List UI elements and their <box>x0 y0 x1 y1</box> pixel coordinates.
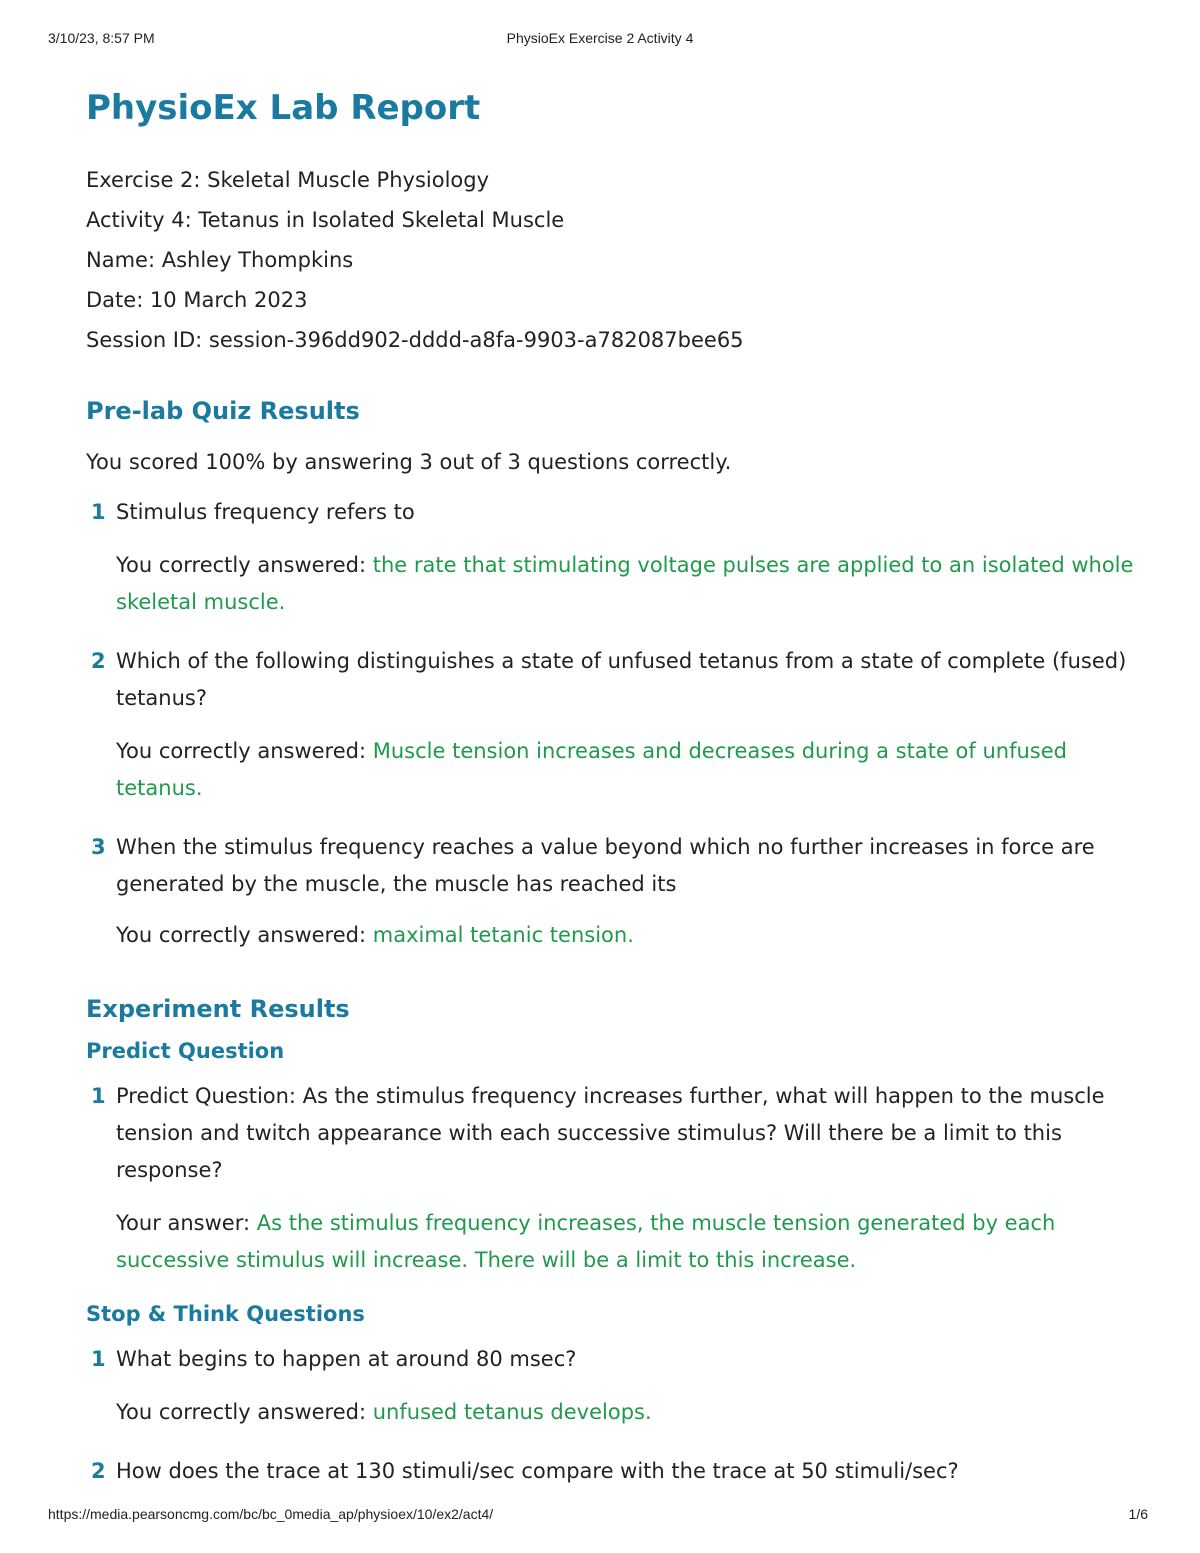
report-date: Date: 10 March 2023 <box>86 288 308 312</box>
prelab-question <box>86 494 1146 621</box>
question-text: What begins to happen at around 80 msec? <box>116 1347 577 1371</box>
predict-question <box>86 1078 1146 1279</box>
question-number: 1 <box>91 500 106 524</box>
answer-label: You correctly answered: <box>116 923 367 947</box>
answer-value: maximal tetanic tension. <box>372 923 634 947</box>
print-header <box>0 30 1200 50</box>
question-text: How does the trace at 130 stimuli/sec compare with the trace at 50 stimuli/sec? <box>116 1459 959 1483</box>
question-number: 2 <box>91 649 106 673</box>
question-number: 1 <box>91 1084 106 1108</box>
lab-report <box>86 84 1146 1490</box>
question-text: Stimulus frequency refers to <box>116 500 415 524</box>
student-name: Name: Ashley Thompkins <box>86 248 354 272</box>
question-text: Which of the following distinguishes a state of unfused tetanus from a state of complete (fused) tetanus? <box>116 649 1127 710</box>
session-id: Session ID: session-396dd902-dddd-a8fa-9903-a782087bee65 <box>86 328 744 352</box>
prelab-score: You scored 100% by answering 3 out of 3 questions correctly. <box>86 450 732 474</box>
print-datetime: 3/10/23, 8:57 PM <box>48 30 155 46</box>
exercise-line: Exercise 2: Skeletal Muscle Physiology <box>86 168 490 192</box>
print-footer <box>0 1506 1200 1526</box>
predict-heading: Predict Question <box>86 1039 285 1063</box>
question-number: 2 <box>91 1459 106 1483</box>
stop-think-question <box>86 1341 1146 1431</box>
question-answer <box>116 547 1146 621</box>
question-answer <box>116 733 1146 807</box>
stop-think-heading: Stop & Think Questions <box>86 1302 365 1326</box>
activity-line: Activity 4: Tetanus in Isolated Skeletal Muscle <box>86 208 565 232</box>
page-number: 1/6 <box>1128 1506 1148 1522</box>
answer-label: Your answer: <box>116 1211 251 1235</box>
question-text: When the stimulus frequency reaches a value beyond which no further increases in force are generated by the muscle, the muscle has reached its <box>116 835 1095 896</box>
question-answer <box>116 1394 1146 1431</box>
page-url: https://media.pearsoncmg.com/bc/bc_0media_ap/physioex/10/ex2/act4/ <box>48 1506 494 1522</box>
question-answer <box>116 917 1146 954</box>
answer-value: the rate that stimulating voltage pulses are applied to an isolated whole skeletal muscle. <box>116 553 1134 614</box>
question-answer <box>116 1205 1146 1279</box>
answer-label: You correctly answered: <box>116 553 367 577</box>
question-number: 1 <box>91 1347 106 1371</box>
print-page-title: PhysioEx Exercise 2 Activity 4 <box>506 30 694 46</box>
prelab-heading: Pre-lab Quiz Results <box>86 397 360 425</box>
question-text: Predict Question: As the stimulus frequency increases further, what will happen to the muscle tension and twitch appearance with each successive stimulus? Will there be a limit to this response? <box>116 1084 1105 1182</box>
question-number: 3 <box>91 835 106 859</box>
stop-think-question <box>86 1453 1146 1490</box>
report-title: PhysioEx Lab Report <box>86 88 481 128</box>
prelab-question <box>86 829 1146 954</box>
answer-label: You correctly answered: <box>116 739 367 763</box>
answer-value: unfused tetanus develops. <box>372 1400 652 1424</box>
prelab-question <box>86 643 1146 807</box>
experiment-heading: Experiment Results <box>86 995 350 1023</box>
answer-label: You correctly answered: <box>116 1400 367 1424</box>
answer-value: Muscle tension increases and decreases during a state of unfused tetanus. <box>116 739 1067 800</box>
answer-value: As the stimulus frequency increases, the muscle tension generated by each successive stimulus will increase. There will be a limit to this increase. <box>116 1211 1056 1272</box>
report-meta <box>86 160 1146 360</box>
